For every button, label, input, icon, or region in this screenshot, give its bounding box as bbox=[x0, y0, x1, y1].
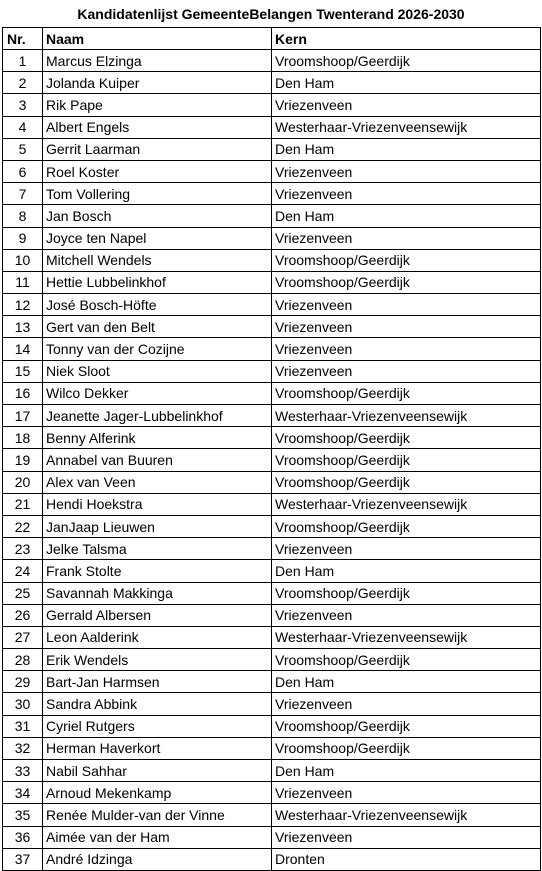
candidate-kern: Vriezenveen bbox=[272, 160, 541, 182]
candidate-name: Renée Mulder-van der Vinne bbox=[43, 804, 272, 826]
candidate-kern: Vriezenveen bbox=[272, 294, 541, 316]
candidate-name: Joyce ten Napel bbox=[43, 227, 272, 249]
candidate-name: Jan Bosch bbox=[43, 205, 272, 227]
table-row bbox=[3, 227, 541, 249]
candidate-kern: Vriezenveen bbox=[272, 338, 541, 360]
candidate-kern: Vriezenveen bbox=[272, 693, 541, 715]
candidate-name: Jelke Talsma bbox=[43, 538, 272, 560]
candidate-kern: Westerhaar-Vriezenveensewijk bbox=[272, 626, 541, 648]
table-row bbox=[3, 205, 541, 227]
row-number: 27 bbox=[3, 626, 43, 648]
table-row bbox=[3, 382, 541, 404]
table-row bbox=[3, 160, 541, 182]
table-row bbox=[3, 294, 541, 316]
row-number: 28 bbox=[3, 649, 43, 671]
candidate-name: Savannah Makkinga bbox=[43, 582, 272, 604]
candidate-name: Aimée van der Ham bbox=[43, 826, 272, 848]
table-row bbox=[3, 360, 541, 382]
table-row bbox=[3, 626, 541, 648]
row-number: 2 bbox=[3, 72, 43, 94]
candidate-name: Annabel van Buuren bbox=[43, 449, 272, 471]
candidate-kern: Vroomshoop/Geerdijk bbox=[272, 382, 541, 404]
row-number: 24 bbox=[3, 560, 43, 582]
row-number: 37 bbox=[3, 848, 43, 870]
candidate-name: Arnoud Mekenkamp bbox=[43, 782, 272, 804]
table-row bbox=[3, 671, 541, 693]
candidate-name: Hettie Lubbelinkhof bbox=[43, 271, 272, 293]
candidate-name: Gerrit Laarman bbox=[43, 138, 272, 160]
candidate-kern: Vriezenveen bbox=[272, 316, 541, 338]
candidate-kern: Den Ham bbox=[272, 138, 541, 160]
candidate-table bbox=[2, 27, 541, 871]
row-number: 35 bbox=[3, 804, 43, 826]
table-row bbox=[3, 737, 541, 759]
row-number: 23 bbox=[3, 538, 43, 560]
candidate-kern: Vriezenveen bbox=[272, 94, 541, 116]
candidate-name: André Idzinga bbox=[43, 848, 272, 870]
table-row bbox=[3, 493, 541, 515]
row-number: 9 bbox=[3, 227, 43, 249]
table-row bbox=[3, 449, 541, 471]
candidate-kern: Vriezenveen bbox=[272, 826, 541, 848]
table-header-row bbox=[3, 28, 541, 50]
column-header-naam: Naam bbox=[43, 28, 272, 50]
table-row bbox=[3, 94, 541, 116]
table-row bbox=[3, 271, 541, 293]
candidate-kern: Vroomshoop/Geerdijk bbox=[272, 471, 541, 493]
candidate-name: Gert van den Belt bbox=[43, 316, 272, 338]
candidate-name: Tonny van der Cozijne bbox=[43, 338, 272, 360]
candidate-name: Alex van Veen bbox=[43, 471, 272, 493]
candidate-name: Bart-Jan Harmsen bbox=[43, 671, 272, 693]
candidate-name: Wilco Dekker bbox=[43, 382, 272, 404]
table-row bbox=[3, 50, 541, 72]
candidate-kern: Westerhaar-Vriezenveensewijk bbox=[272, 405, 541, 427]
row-number: 12 bbox=[3, 294, 43, 316]
row-number: 4 bbox=[3, 116, 43, 138]
table-row bbox=[3, 848, 541, 870]
candidate-kern: Vriezenveen bbox=[272, 604, 541, 626]
row-number: 7 bbox=[3, 183, 43, 205]
candidate-kern: Vriezenveen bbox=[272, 227, 541, 249]
row-number: 3 bbox=[3, 94, 43, 116]
candidate-name: Niek Sloot bbox=[43, 360, 272, 382]
row-number: 32 bbox=[3, 737, 43, 759]
candidate-kern: Dronten bbox=[272, 848, 541, 870]
table-row bbox=[3, 715, 541, 737]
row-number: 29 bbox=[3, 671, 43, 693]
candidate-kern: Vriezenveen bbox=[272, 782, 541, 804]
candidate-name: Gerrald Albersen bbox=[43, 604, 272, 626]
row-number: 10 bbox=[3, 249, 43, 271]
candidate-kern: Vroomshoop/Geerdijk bbox=[272, 737, 541, 759]
row-number: 20 bbox=[3, 471, 43, 493]
candidate-name: Tom Vollering bbox=[43, 183, 272, 205]
row-number: 5 bbox=[3, 138, 43, 160]
candidate-kern: Vroomshoop/Geerdijk bbox=[272, 427, 541, 449]
table-row bbox=[3, 316, 541, 338]
candidate-name: Frank Stolte bbox=[43, 560, 272, 582]
table-row bbox=[3, 693, 541, 715]
row-number: 15 bbox=[3, 360, 43, 382]
candidate-name: Hendi Hoekstra bbox=[43, 493, 272, 515]
table-row bbox=[3, 405, 541, 427]
candidate-name: Mitchell Wendels bbox=[43, 249, 272, 271]
candidate-name: Jolanda Kuiper bbox=[43, 72, 272, 94]
table-row bbox=[3, 760, 541, 782]
table-row bbox=[3, 138, 541, 160]
table-row bbox=[3, 538, 541, 560]
candidate-kern: Westerhaar-Vriezenveensewijk bbox=[272, 493, 541, 515]
table-row bbox=[3, 826, 541, 848]
row-number: 13 bbox=[3, 316, 43, 338]
candidate-name: JanJaap Lieuwen bbox=[43, 515, 272, 537]
row-number: 8 bbox=[3, 205, 43, 227]
table-row bbox=[3, 804, 541, 826]
row-number: 22 bbox=[3, 515, 43, 537]
row-number: 34 bbox=[3, 782, 43, 804]
candidate-name: Jeanette Jager-Lubbelinkhof bbox=[43, 405, 272, 427]
candidate-kern: Vroomshoop/Geerdijk bbox=[272, 449, 541, 471]
candidate-kern: Vriezenveen bbox=[272, 360, 541, 382]
candidate-name: Albert Engels bbox=[43, 116, 272, 138]
table-row bbox=[3, 560, 541, 582]
table-row bbox=[3, 604, 541, 626]
candidate-kern: Westerhaar-Vriezenveensewijk bbox=[272, 804, 541, 826]
candidate-kern: Den Ham bbox=[272, 760, 541, 782]
candidate-name: Marcus Elzinga bbox=[43, 50, 272, 72]
table-row bbox=[3, 649, 541, 671]
candidate-name: Herman Haverkort bbox=[43, 737, 272, 759]
candidate-name: Erik Wendels bbox=[43, 649, 272, 671]
table-row bbox=[3, 782, 541, 804]
table-row bbox=[3, 427, 541, 449]
row-number: 30 bbox=[3, 693, 43, 715]
table-row bbox=[3, 582, 541, 604]
row-number: 33 bbox=[3, 760, 43, 782]
candidate-kern: Vroomshoop/Geerdijk bbox=[272, 715, 541, 737]
table-row bbox=[3, 249, 541, 271]
candidate-kern: Den Ham bbox=[272, 560, 541, 582]
candidate-kern: Vriezenveen bbox=[272, 183, 541, 205]
table-row bbox=[3, 338, 541, 360]
candidate-kern: Vriezenveen bbox=[272, 538, 541, 560]
candidate-name: Cyriel Rutgers bbox=[43, 715, 272, 737]
row-number: 14 bbox=[3, 338, 43, 360]
candidate-kern: Vroomshoop/Geerdijk bbox=[272, 249, 541, 271]
row-number: 21 bbox=[3, 493, 43, 515]
candidate-kern: Westerhaar-Vriezenveensewijk bbox=[272, 116, 541, 138]
row-number: 25 bbox=[3, 582, 43, 604]
candidate-kern: Vroomshoop/Geerdijk bbox=[272, 50, 541, 72]
candidate-name: Roel Koster bbox=[43, 160, 272, 182]
candidate-kern: Den Ham bbox=[272, 205, 541, 227]
row-number: 19 bbox=[3, 449, 43, 471]
candidate-kern: Vroomshoop/Geerdijk bbox=[272, 271, 541, 293]
table-row bbox=[3, 116, 541, 138]
candidate-kern: Den Ham bbox=[272, 72, 541, 94]
table-row bbox=[3, 515, 541, 537]
candidate-kern: Den Ham bbox=[272, 671, 541, 693]
row-number: 16 bbox=[3, 382, 43, 404]
row-number: 11 bbox=[3, 271, 43, 293]
table-row bbox=[3, 183, 541, 205]
row-number: 18 bbox=[3, 427, 43, 449]
row-number: 17 bbox=[3, 405, 43, 427]
page-title: Kandidatenlijst GemeenteBelangen Twenterand 2026-2030 bbox=[77, 6, 465, 22]
candidate-name: Sandra Abbink bbox=[43, 693, 272, 715]
candidate-name: Benny Alferink bbox=[43, 427, 272, 449]
candidate-name: Rik Pape bbox=[43, 94, 272, 116]
column-header-nr: Nr. bbox=[3, 28, 43, 50]
candidate-name: José Bosch-Höfte bbox=[43, 294, 272, 316]
row-number: 26 bbox=[3, 604, 43, 626]
candidate-kern: Vroomshoop/Geerdijk bbox=[272, 515, 541, 537]
column-header-kern: Kern bbox=[272, 28, 541, 50]
candidate-name: Leon Aalderink bbox=[43, 626, 272, 648]
table-row bbox=[3, 471, 541, 493]
candidate-kern: Vroomshoop/Geerdijk bbox=[272, 649, 541, 671]
table-body bbox=[3, 50, 541, 871]
candidate-kern: Vroomshoop/Geerdijk bbox=[272, 582, 541, 604]
row-number: 31 bbox=[3, 715, 43, 737]
row-number: 1 bbox=[3, 50, 43, 72]
row-number: 36 bbox=[3, 826, 43, 848]
row-number: 6 bbox=[3, 160, 43, 182]
table-row bbox=[3, 72, 541, 94]
candidate-name: Nabil Sahhar bbox=[43, 760, 272, 782]
